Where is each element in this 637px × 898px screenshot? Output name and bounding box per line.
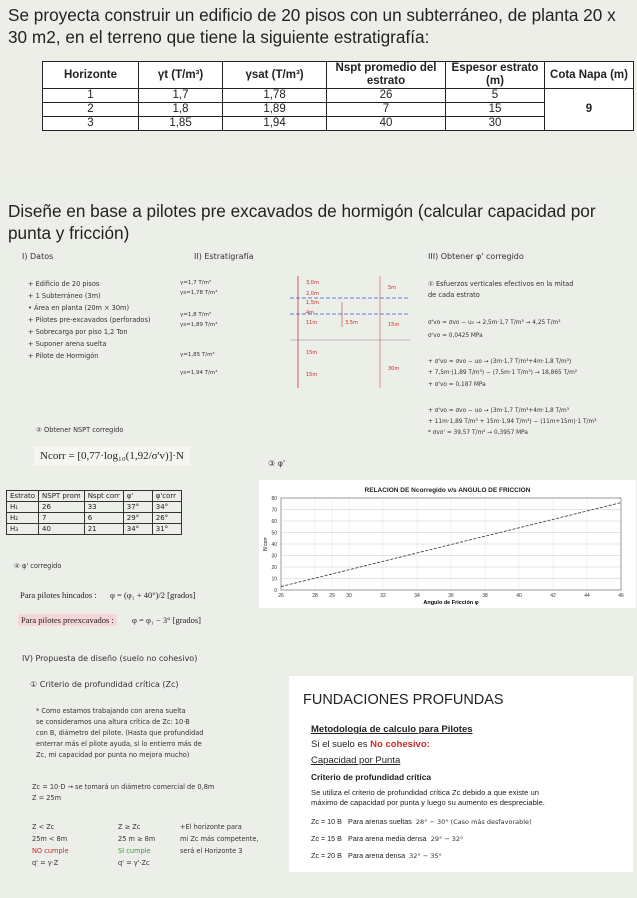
cell: Estrato [7,491,39,502]
cell: 5 [446,89,545,103]
stratigraphy-table [42,61,634,131]
compare-c: será el Horizonte 3 [180,847,243,855]
card-line4: Se utiliza el criterio de profundidad crítica Zc debido a que existe un [311,788,539,797]
y-tick-label: 0 [274,588,277,594]
cell: 26° [152,513,181,524]
napa-cell: 9 [545,89,634,131]
datos-line: + Edificio de 20 pisos [28,280,100,288]
col-napa: Cota Napa (m) [545,62,634,89]
phi-line: + 11m·1,89 T/m³ + 15m·1,94 T/m³) − (11m+15m)·1 T/m³ [428,419,597,425]
cell: 1,89 [223,103,327,117]
zc-line: Zc = 10·D → se tomará un diámetro comercial de 0,8m [32,783,215,791]
y-tick-label: 10 [271,576,277,583]
estrat-dim: 15m [306,372,318,378]
estrat-dim: 30m [388,366,400,372]
cell: 21 [84,524,123,535]
cell: 15 [446,103,545,117]
propuesta-title: IV) Propuesta de diseño (suelo no cohesivo) [22,654,198,663]
estrat-label: γs=1,89 T/m³ [180,322,218,328]
criterio-line: se consideramos una altura crítica de Zc: 10·B [36,718,190,726]
estrat-dim: 15m [306,350,318,356]
phi-line: + 7,5m·(1,89 T/m³) − (7,5m·1 T/m³) → 18,865 T/m² [428,370,578,376]
datos-line: + 1 Subterráneo (3m) [28,292,101,300]
card-row-type: Para arena densa [347,851,406,860]
estrat-dim: 4m [306,310,315,316]
estrat-title: II) Estratigrafía [194,252,254,261]
cell: φ'corr [152,491,181,502]
nspt-table [6,490,182,535]
cell: 31° [152,524,181,535]
compare-a: Z < Zc [32,823,55,831]
x-tick-label: 32 [380,593,386,599]
compare-c: mi Zc más competente, [180,835,259,843]
phi-line: + σ'vo = σvo − uo → (3m·1,7 T/m³+4m·1,8 T/m³) [428,359,572,365]
ncorr-formula: Ncorr = [0,77·log₁₀(1,92/σ'v)]·N [34,447,190,465]
table-row [7,502,182,513]
x-tick-label: 46 [618,593,624,599]
card-line1-text: Si el suelo es [311,739,368,750]
task-statement: Diseñe en base a pilotes pre excavados de hormigón (calcular capacidad por punta y fricción) [8,201,596,243]
x-tick-label: 28 [312,593,318,599]
cell: 34° [123,524,152,535]
estrat-label: γs=1,78 T/m³ [180,290,218,296]
col-espesor: Espesor estrato (m) [446,62,545,89]
compare-b: SI cumple [118,847,151,855]
table-header-row [7,491,182,502]
card-line2: Capacidad por Punta [311,755,401,766]
estrat-dim: 15m [388,322,400,328]
cell: H₁ [7,502,39,513]
y-tick-label: 30 [271,553,277,560]
phi-line: ① Esfuerzos verticales efectivos en la mitad [428,280,574,288]
x-axis-label: Angulo de Fricción φ [423,600,479,606]
cell: 26 [327,89,446,103]
x-tick-label: 42 [550,593,556,599]
x-tick-label: 40 [516,593,522,599]
card-row-zc: Zc = 20 B [311,851,342,860]
datos-line: + Pilotes pre-excavados (perforados) [28,316,151,324]
cell: 1,94 [223,117,327,131]
cell: 33 [84,502,123,513]
criterio-title: ① Criterio de profundidad crítica (Zc) [30,680,179,689]
compare-c: +El horizonte para [180,823,242,831]
phi-corr-title: ④ φ' corregido [14,562,62,570]
card-row-zc: Zc = 15 B [311,834,342,843]
phi-line: + σ'vo = σvo − uo → (3m·1,7 T/m³+4m·1,8 T/m³ [428,408,569,414]
cell: 7 [39,513,85,524]
estrat-dim: 3,5m [345,320,358,326]
card-row [311,817,532,827]
cell: 2 [43,103,139,117]
estrat-dim: 3,0m [306,280,319,286]
y-tick-label: 50 [271,530,277,537]
card-line1 [311,739,430,750]
col-nspt: Nspt promedio del estrato [327,62,446,89]
compare-a: 25m < 8m [32,835,68,843]
x-tick-label: 29 [329,593,335,599]
cell: 7 [327,103,446,117]
col-gamma-t: γt (T/m³) [138,62,222,89]
chart-plot [259,480,636,608]
cell: 1,7 [138,89,222,103]
estrat-dim: 11m [306,320,318,326]
y-tick-label: 70 [271,507,277,514]
cell: 26 [39,502,85,513]
y-tick-label: 40 [271,542,277,548]
card-subtitle: Metodología de calculo para Pilotes [311,724,473,735]
card-title: FUNDACIONES PROFUNDAS [303,692,504,708]
y-tick-label: 60 [271,519,277,525]
table-row [7,513,182,524]
hincados-label: Para pilotes hincados : [20,590,97,600]
friction-chart [259,480,636,608]
card-row-type: Para arenas sueltas [347,817,412,826]
estrat-label: γ=1,7 T/m³ [180,280,212,286]
card-line1-red: No cohesivo: [370,739,430,750]
datos-line: + Sobrecarga por piso 1,2 Ton [28,328,128,336]
card-row-angle: 28° − 30° (Caso más desfavorable) [415,818,532,826]
preexcavados-label: Para pilotes preexcavados : [18,614,117,626]
col-horizonte: Horizonte [43,62,139,89]
phi-line: σ'vo = σvo − u₀ → 2,5m·1,7 T/m³ → 4,25 T/m² [428,320,561,326]
x-tick-label: 38 [482,593,488,599]
cell: 40 [327,117,446,131]
cell: φ' [123,491,152,502]
phi-line: σ'vo = 0,0425 MPa [428,333,483,339]
compare-b: q' = γ'·Zc [118,859,150,867]
compare-b: Z ≥ Zc [118,823,141,831]
cell: H₃ [7,524,39,535]
estrat-label: γ=1,85 T/m³ [180,352,215,358]
cell: 37° [123,502,152,513]
compare-a: NO cumple [32,847,69,855]
col-gamma-sat: γsat (T/m³) [223,62,327,89]
card-row [311,834,463,844]
table-header-row [43,62,634,89]
estrat-label: γs=1,94 T/m³ [180,370,218,376]
card-row-type: Para arena media densa [347,834,427,843]
problem-statement: Se proyecta construir un edificio de 20 pisos con un subterráneo, de planta 20 x 30 m2, en el terreno que tiene la siguiente estratigrafía: [8,5,616,47]
datos-line: + Suponer arena suelta [28,340,107,348]
criterio-line: Zc, mi capacidad por punta no mejora mucho) [36,751,190,759]
estrat-dim: 5m [388,285,397,291]
x-tick-label: 30 [346,593,352,599]
y-tick-label: 80 [271,496,277,502]
cell: 1,85 [138,117,222,131]
cell: NSPT prom [39,491,85,502]
table-row [7,524,182,535]
criterio-line: enterrar más el pilote ayuda, si lo entierro más de [36,740,202,748]
card-row-angle: 32° − 35° [409,852,442,860]
cell: Nspt corr [84,491,123,502]
estrat-dim: 1,5m [306,300,319,306]
card-line5: máximo de capacidad por punta y luego su aumento es despreciable. [311,798,545,807]
phi-circle-title: ③ φ' [268,459,286,468]
x-tick-label: 26 [278,593,284,599]
card-row-angle: 29° − 32° [430,835,464,843]
fundaciones-card [289,676,633,872]
chart-title: RELACION DE Ncorregido v/s ANGULO DE FRICCION [364,487,531,494]
nspt-title: ② Obtener NSPT corregido [36,426,124,434]
cell: 29° [123,513,152,524]
cell: 40 [39,524,85,535]
card-row-zc: Zc = 10 B [311,817,342,826]
x-tick-label: 44 [584,593,590,599]
x-tick-label: 34 [414,593,420,599]
cell: 1,78 [223,89,327,103]
cell: 30 [446,117,545,131]
y-tick-label: 20 [271,565,277,571]
card-line3: Criterio de profundidad crítica [311,772,432,782]
estrat-dim: 2,0m [306,291,319,297]
x-tick-label: 36 [448,593,454,599]
criterio-line: * Como estamos trabajando con arena suelta [36,707,186,715]
criterio-line: con B, diámetro del pilote. (Hasta que profundidad [36,729,204,737]
datos-title: I) Datos [22,252,54,261]
cell: H₂ [7,513,39,524]
datos-line: + Pilote de Hormigón [28,352,99,360]
cell: 6 [84,513,123,524]
phi-line: de cada estrato [428,291,480,299]
compare-a: q' = γ·Z [32,859,59,867]
table-row [43,89,634,103]
y-axis-label: N corr [263,537,269,551]
estrat-label: γ=1,8 T/m³ [180,312,212,318]
datos-line: • Área en planta (20m × 30m) [28,304,130,312]
compare-b: 25 m ≥ 8m [118,835,156,843]
card-row [311,851,442,861]
cell: 34° [152,502,181,513]
cell: 1,8 [138,103,222,117]
phi-line: + σ'vo = 0,187 MPa [428,382,486,388]
cell: 1 [43,89,139,103]
zc-line: Z = 25m [32,794,62,802]
phi-line: * σvo' = 39,57 T/m² → 0,3957 MPa [428,430,528,436]
hincados-formula: φ = (φ₁ + 40°)/2 [grados] [110,590,196,600]
phi-title: III) Obtener φ' corregido [428,252,524,261]
preexcavados-formula: φ = φ₁ − 3° [grados] [132,615,201,625]
cell: 3 [43,117,139,131]
